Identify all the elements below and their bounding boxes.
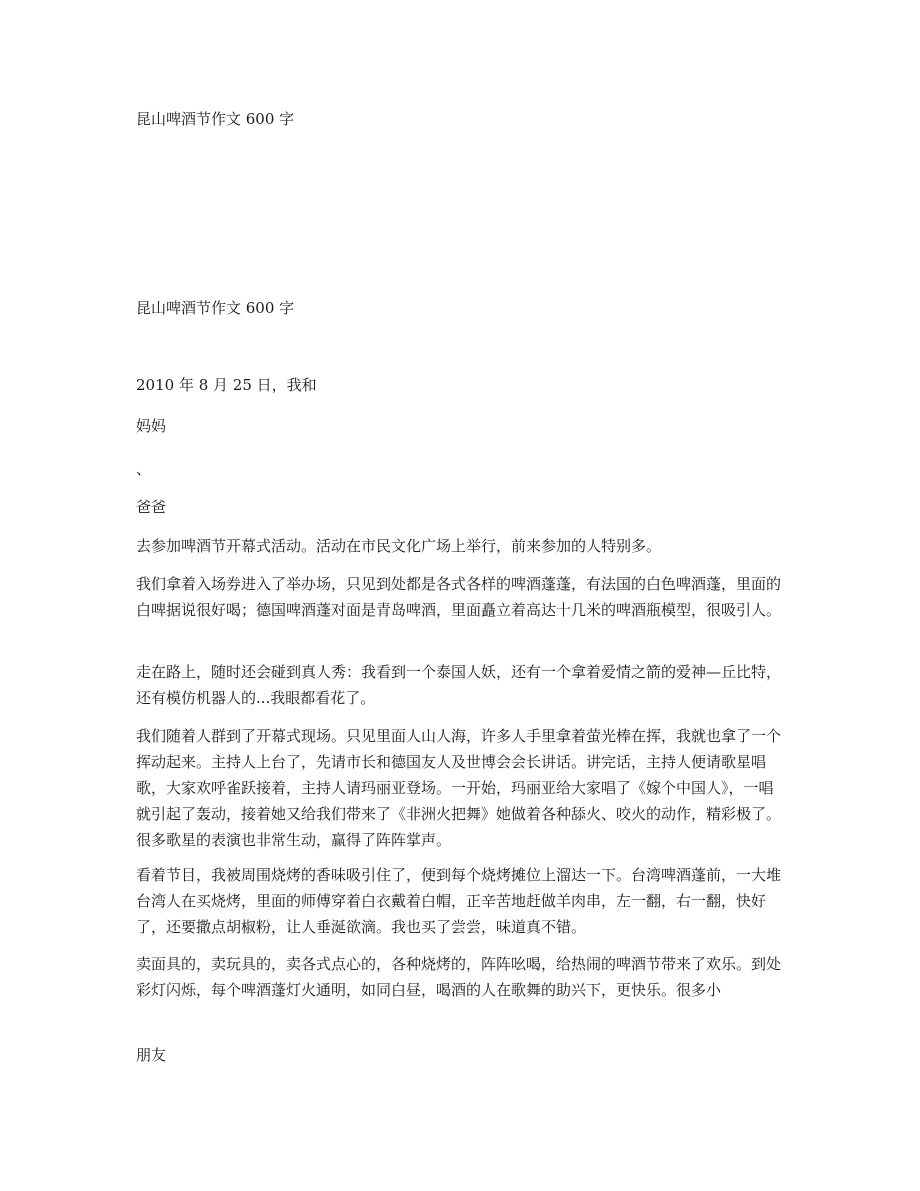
fragment-friends: 朋友 [136,1046,167,1064]
fragment-mama: 妈妈 [136,417,167,435]
paragraph-3: 走在路上，随时还会碰到真人秀：我看到一个泰国人妖，还有一个拿着爱情之箭的爱神—丘比特，还有模仿机器人的...我眼都看花了。 [136,663,782,707]
document-title: 昆山啤酒节作文 600 字 [136,299,295,317]
paragraph-4: 我们随着人群到了开幕式现场。只见里面人山人海，许多人手里拿着萤光棒在挥，我就也拿了一个挥动起来。主持人上台了，先请市长和德国友人及世博会会长讲话。讲完话，主持人便请歌星唱歌，大家欢呼雀跃接着，主持人请玛丽亚登场。一开始，玛丽亚给大家唱了《嫁个中国人》，一唱就引起了轰动，接着她又给我们带来了《非洲火把舞》她做着各种舔火、咬火的动作，精彩极了。很多歌星的表演也非常生动，赢得了阵阵掌声。 [136,727,782,849]
paragraph-1: 去参加啤酒节开幕式活动。活动在市民文化广场上举行，前来参加的人特别多。 [136,537,662,555]
paragraph-6: 卖面具的，卖玩具的，卖各式点心的，各种烧烤的，阵阵吆喝，给热闹的啤酒节带来了欢乐。到处彩灯闪烁，每个啤酒蓬灯火通明，如同白昼，喝酒的人在歌舞的助兴下，更快乐。很多小 [136,955,782,999]
date-line: 2010 年 8 月 25 日，我和 [136,376,317,394]
fragment-baba: 爸爸 [136,498,167,516]
fragment-comma: 、 [136,460,152,478]
document-header-title: 昆山啤酒节作文 600 字 [136,110,295,128]
paragraph-2: 我们拿着入场券进入了举办场，只见到处都是各式各样的啤酒蓬蓬，有法国的白色啤酒蓬，里面的白啤据说很好喝；德国啤酒蓬对面是青岛啤酒，里面矗立着高达十几米的啤酒瓶模型，很吸引人。 [136,575,782,619]
paragraph-5: 看着节目，我被周围烧烤的香味吸引住了，便到每个烧烤摊位上溜达一下。台湾啤酒蓬前，一大堆台湾人在买烧烤，里面的师傅穿着白衣戴着白帽，正辛苦地赶做羊肉串，左一翻，右一翻，快好了，还要撒点胡椒粉，让人垂涎欲滴。我也买了尝尝，味道真不错。 [136,866,782,936]
